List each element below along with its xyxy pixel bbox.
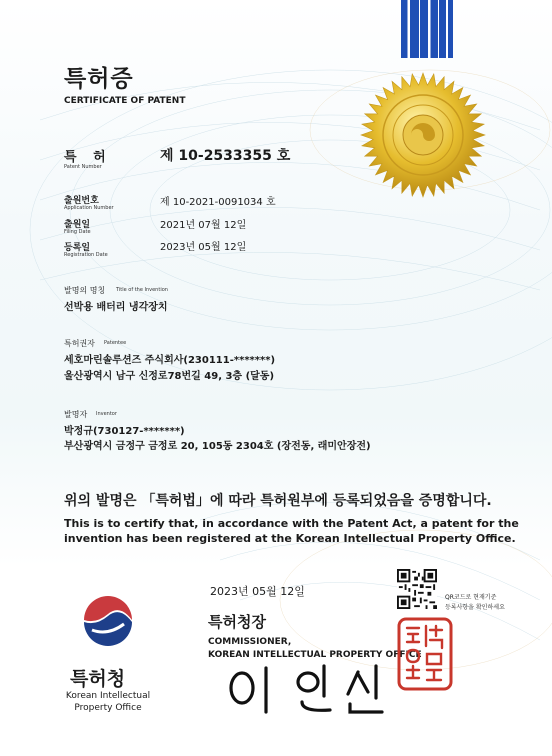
registration-date-label: 등록일	[64, 243, 91, 253]
certification-text-en-line2: invention has been registered at the Korean Intellectual Property Office.	[64, 532, 516, 545]
ribbon-left	[401, 0, 419, 58]
patentee-name: 세호마린솔루션즈 주식회사(230111-*******)	[64, 355, 276, 366]
inventor-label: 발명자	[64, 410, 88, 419]
filing-date-label-en: Filing Date	[64, 229, 91, 235]
certification-text-en-line1: This is to certify that, in accordance with the Patent Act, a patent for the	[64, 517, 519, 530]
certificate-title: 특허증	[64, 66, 134, 92]
kipo-logo-icon	[78, 590, 138, 652]
registration-date-value: 2023년 05월 12일	[160, 242, 247, 253]
qr-instruction-line1: QR코드로 현재기준	[445, 594, 497, 601]
office-name-kr: 특허청	[70, 668, 126, 690]
office-name-en-line1: Korean Intellectual	[65, 691, 151, 701]
patentee-label: 특허권자	[64, 339, 95, 348]
inventor-label-en: Inventor	[96, 411, 117, 417]
office-name-en-line2: Property Office	[74, 703, 142, 713]
official-stamp-icon	[396, 616, 454, 692]
qr-instruction-line2: 등록사항을 확인하세요	[445, 604, 505, 611]
filing-date-value: 2021년 07월 12일	[160, 220, 247, 231]
issue-date: 2023년 05월 12일	[210, 585, 305, 598]
certification-text-kr: 위의 발명은 「특허법」에 따라 특허원부에 등록되었음을 증명합니다.	[64, 493, 492, 509]
patentee-label-en: Patentee	[104, 340, 127, 346]
patent-number-label-en: Patent Number	[64, 164, 102, 170]
invention-title-value: 선박용 배터리 냉각장치	[64, 302, 168, 313]
application-number-label: 출원번호	[64, 196, 99, 206]
invention-title-label: 발명의 명칭	[64, 286, 106, 295]
application-number-label-en: Application Number	[64, 205, 114, 211]
registration-date-label-en: Registration Date	[64, 252, 108, 258]
filing-date-label: 출원일	[64, 220, 91, 230]
inventor-name: 박정규(730127-*******)	[64, 426, 185, 437]
patentee-address: 울산광역시 남구 신정로78번길 49, 3층 (달동)	[64, 371, 275, 382]
qr-code-icon[interactable]	[397, 569, 437, 609]
inventor-address: 부산광역시 금정구 금정로 20, 105동 2304호 (장전동, 래미안장전)	[64, 441, 371, 452]
ribbon-middle	[420, 0, 438, 58]
commissioner-signature	[218, 660, 388, 718]
certificate-title-en: CERTIFICATE OF PATENT	[64, 96, 186, 106]
patent-number-label: 특 허	[64, 150, 112, 165]
application-number-value: 제 10-2021-0091034 호	[160, 197, 276, 208]
commissioner-title-en-line2: KOREAN INTELLECTUAL PROPERTY OFFICE	[208, 650, 422, 660]
ribbon-right	[439, 0, 453, 58]
commissioner-title-kr: 특허청장	[208, 613, 266, 631]
gold-seal-icon	[358, 70, 488, 200]
invention-title-label-en: Title of the Invention	[116, 287, 168, 293]
commissioner-title-en-line1: COMMISSIONER,	[208, 637, 292, 647]
patent-number-value: 제 10-2533355 호	[160, 148, 291, 164]
